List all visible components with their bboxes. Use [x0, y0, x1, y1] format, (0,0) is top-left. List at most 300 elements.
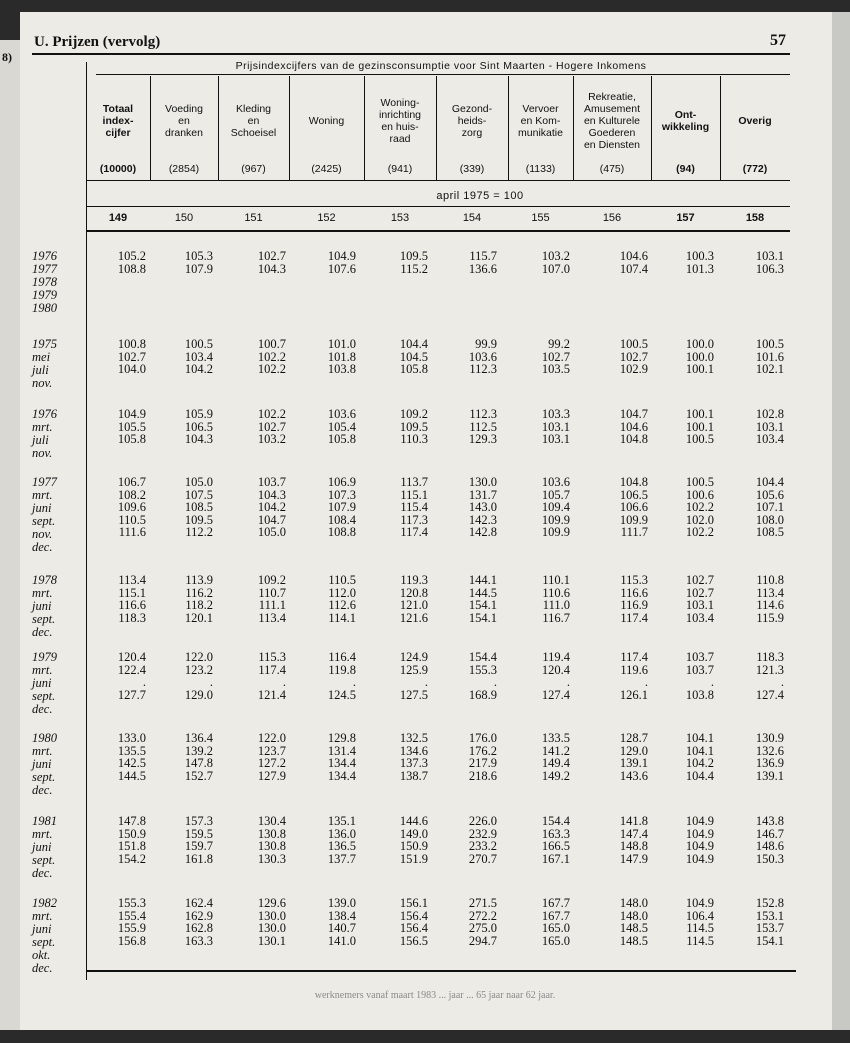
table-cell: 109.6 [117, 500, 146, 515]
table-cell: 105.8 [399, 362, 428, 377]
table-cell: 131.4 [327, 743, 356, 758]
column-heading-line: raad [389, 133, 411, 145]
row-label: dec. [32, 540, 53, 554]
column-rule [720, 76, 721, 180]
table-cell: 102.1 [755, 362, 784, 377]
table-cell: 114.6 [756, 598, 784, 613]
table-cell: 132.6 [755, 743, 784, 758]
table-cell: 103.4 [755, 432, 784, 447]
row-label: dec. [32, 866, 53, 880]
table-cell: 126.1 [619, 687, 648, 702]
table-cell: 132.5 [399, 731, 428, 745]
row-label: dec. [32, 702, 53, 716]
table-cell: 147.8 [184, 756, 213, 771]
column-weight: (941) [387, 163, 413, 175]
table-cell: 127.4 [755, 687, 784, 702]
table-cell: 119.3 [400, 573, 428, 587]
table-cell: 117.3 [400, 512, 428, 527]
table-cell: 110.8 [756, 573, 784, 587]
table-cell: 152.7 [184, 768, 213, 783]
column-heading-line: Voeding [165, 103, 203, 115]
table-cell: 127.2 [257, 756, 286, 771]
table-cell: 100.7 [257, 337, 286, 351]
table-cell: 101.8 [327, 349, 356, 364]
table-cell: 217.9 [468, 756, 497, 771]
table-cell: 147.9 [619, 851, 648, 866]
column-number: 150 [174, 212, 194, 224]
table-cell: 153.1 [755, 908, 784, 923]
table-cell: 134.4 [327, 768, 356, 783]
table-cell: 129.0 [184, 687, 213, 702]
column-heading-line: Overig [738, 115, 772, 127]
table-cell: 116.6 [620, 585, 648, 600]
table-cell: . [282, 675, 286, 690]
table-cell: 141.0 [327, 933, 356, 948]
table-cell: 162.8 [184, 921, 213, 936]
column-weight: (2854) [168, 163, 200, 175]
table-cell: 107.3 [327, 487, 356, 502]
table-cell: 109.5 [184, 512, 213, 527]
table-cell: 109.5 [399, 419, 428, 434]
table-cell: 103.1 [685, 598, 714, 613]
table-cell: 153.7 [755, 921, 784, 936]
column-heading-line: Vervoer [522, 103, 559, 115]
column-heading [366, 86, 434, 156]
table-cell: 104.1 [685, 731, 714, 745]
table-cell: 154.1 [468, 598, 497, 613]
table-cell: 144.5 [468, 585, 497, 600]
table-cell: 112.6 [328, 598, 356, 613]
table-cell: 100.5 [184, 337, 213, 351]
table-cell: 100.6 [685, 487, 714, 502]
table-cell: 103.5 [541, 362, 570, 377]
table-cell: 115.3 [258, 650, 286, 664]
table-cell: 107.6 [327, 261, 356, 276]
table-cell: 109.2 [399, 407, 428, 421]
table-cell: 109.4 [541, 500, 570, 515]
table-cell: 150.9 [399, 839, 428, 854]
table-cell: 123.7 [257, 743, 286, 758]
table-cell: 102.2 [257, 362, 286, 377]
column-heading-line: munikatie [518, 127, 563, 139]
table-cell: 109.9 [541, 512, 570, 527]
table-cell: 133.5 [541, 731, 570, 745]
table-cell: 99.9 [475, 337, 497, 351]
table-cell: 107.9 [184, 261, 213, 276]
table-cell: 103.6 [327, 407, 356, 421]
table-cell: 142.3 [468, 512, 497, 527]
column-heading [722, 86, 788, 156]
table-bottom-rule [86, 970, 796, 972]
table-cell: 106.9 [327, 475, 356, 489]
table-cell: 103.7 [685, 662, 714, 677]
table-cell: 107.0 [541, 261, 570, 276]
table-cell: 99.2 [548, 337, 570, 351]
table-cell: 120.8 [399, 585, 428, 600]
row-label: sept. [32, 689, 56, 703]
row-label: mrt. [32, 488, 53, 502]
column-heading-line: zorg [461, 127, 483, 139]
table-cell: 149.2 [541, 768, 570, 783]
row-label: juli [32, 433, 49, 447]
table-cell: 122.4 [117, 662, 146, 677]
table-cell: 113.4 [756, 585, 784, 600]
table-cell: 108.5 [184, 500, 213, 515]
table-cell: 125.9 [399, 662, 428, 677]
table-cell: 102.7 [685, 573, 714, 587]
weights-rule [86, 180, 790, 181]
table-cell: 272.2 [468, 908, 497, 923]
table-cell: 102.7 [685, 585, 714, 600]
table-cell: 102.2 [257, 407, 286, 421]
table-cell: 163.3 [184, 933, 213, 948]
table-cell: 113.7 [400, 475, 428, 489]
table-cell: 100.5 [685, 432, 714, 447]
column-heading-line: wikkeling [661, 121, 710, 133]
table-cell: 104.4 [399, 337, 428, 351]
table-cell: 115.1 [400, 487, 428, 502]
table-cell: 136.0 [327, 826, 356, 841]
table-cell: 156.4 [399, 921, 428, 936]
table-cell: 137.3 [399, 756, 428, 771]
table-cell: 100.0 [685, 337, 714, 351]
table-cell: 294.7 [468, 933, 497, 948]
table-cell: 120.1 [184, 610, 213, 625]
table-cell: 104.8 [619, 475, 648, 489]
column-heading [510, 86, 571, 156]
table-cell: 124.5 [327, 687, 356, 702]
row-label: dec. [32, 625, 53, 639]
table-cell: 104.9 [685, 814, 714, 828]
table-cell: 103.7 [257, 475, 286, 489]
table-cell: 147.4 [619, 826, 648, 841]
table-cell: 147.8 [117, 814, 146, 828]
table-cell: 102.2 [685, 525, 714, 540]
table-cell: 105.5 [117, 419, 146, 434]
table-cell: 152.8 [755, 896, 784, 910]
table-cell: 165.0 [541, 933, 570, 948]
row-label: mrt. [32, 586, 53, 600]
table-cell: 102.7 [541, 349, 570, 364]
table-cell: . [209, 675, 213, 690]
table-cell: 101.3 [685, 261, 714, 276]
column-weight: (2425) [311, 163, 342, 175]
table-cell: 107.9 [327, 500, 356, 515]
row-label: 1976 [32, 249, 57, 263]
table-cell: 104.9 [685, 839, 714, 854]
table-cell: 162.4 [184, 896, 213, 910]
column-heading-line: index- [102, 115, 134, 127]
table-cell: 115.7 [469, 249, 497, 263]
table-cell: 103.1 [541, 419, 570, 434]
table-cell: 139.0 [327, 896, 356, 910]
table-cell: 104.8 [619, 432, 648, 447]
column-heading-line: en Kulturele [583, 115, 641, 127]
table-cell: 112.2 [185, 525, 213, 540]
column-rule [218, 76, 219, 180]
caption-rule [96, 74, 790, 75]
table-cell: 100.0 [685, 349, 714, 364]
table-cell: 102.2 [257, 349, 286, 364]
table-cell: 101.0 [327, 337, 356, 351]
column-number: 149 [108, 212, 128, 224]
column-number: 158 [745, 212, 765, 224]
table-cell: 114.1 [328, 610, 356, 625]
table-cell: . [566, 675, 570, 690]
table-cell: 233.2 [468, 839, 497, 854]
column-heading-line: heids- [457, 115, 487, 127]
table-cell: 131.7 [468, 487, 497, 502]
table-cell: 120.4 [117, 650, 146, 664]
table-cell: 100.3 [685, 249, 714, 263]
column-weight: (967) [241, 163, 266, 175]
table-cell: 104.3 [257, 487, 286, 502]
table-cell: 104.2 [685, 756, 714, 771]
column-number: 153 [390, 212, 410, 224]
column-number: 151 [244, 212, 263, 224]
table-cell: 149.0 [399, 826, 428, 841]
column-number-rule-top [86, 206, 790, 207]
column-weight: (10000) [99, 163, 137, 175]
table-caption: Prijsindexcijfers van de gezinsconsumptie voor Sint Maarten - Hogere Inkomens [235, 60, 647, 72]
table-cell: 117.4 [400, 525, 428, 540]
table-cell: 151.9 [399, 851, 428, 866]
table-cell: 105.9 [184, 407, 213, 421]
table-cell: 100.1 [685, 407, 714, 421]
row-label: 1980 [32, 301, 57, 315]
table-cell: 102.7 [619, 349, 648, 364]
column-rule [436, 76, 437, 180]
table-cell: 113.9 [185, 573, 213, 587]
table-cell: 115.3 [620, 573, 648, 587]
table-cell: 112.3 [469, 362, 497, 377]
table-cell: 127.5 [399, 687, 428, 702]
table-cell: 106.6 [619, 500, 648, 515]
table-cell: 106.5 [184, 419, 213, 434]
table-cell: 122.0 [184, 650, 213, 664]
table-cell: 150.9 [117, 826, 146, 841]
table-cell: 108.0 [755, 512, 784, 527]
table-cell: 110.6 [542, 585, 570, 600]
table-cell: 112.3 [469, 407, 497, 421]
table-cell: 108.8 [117, 261, 146, 276]
table-cell: 156.8 [117, 933, 146, 948]
table-cell: 103.7 [685, 650, 714, 664]
table-cell: 100.5 [685, 475, 714, 489]
table-cell: 142.5 [117, 756, 146, 771]
table-cell: 139.1 [619, 756, 648, 771]
row-label: juli [32, 363, 49, 377]
table-cell: 104.9 [685, 826, 714, 841]
table-cell: 271.5 [468, 896, 497, 910]
column-weight: (1133) [525, 163, 556, 175]
table-cell: 115.4 [400, 500, 428, 515]
table-cell: 148.0 [619, 908, 648, 923]
table-cell: 176.2 [468, 743, 497, 758]
table-cell: 155.4 [117, 908, 146, 923]
row-label: 1980 [32, 731, 57, 745]
table-cell: 103.1 [755, 249, 784, 263]
table-cell: . [780, 675, 784, 690]
table-cell: 104.6 [619, 419, 648, 434]
table-cell: 117.4 [258, 662, 286, 677]
table-cell: 117.4 [620, 610, 648, 625]
row-label: mrt. [32, 909, 53, 923]
row-label: 1976 [32, 407, 57, 421]
table-cell: 108.8 [327, 525, 356, 540]
table-cell: 156.4 [399, 908, 428, 923]
table-cell: 118.3 [756, 650, 784, 664]
column-heading-line: Goederen [588, 127, 636, 139]
table-cell: 111.0 [542, 598, 570, 613]
table-cell: 121.6 [399, 610, 428, 625]
table-cell: 116.6 [118, 598, 146, 613]
table-cell: 105.0 [257, 525, 286, 540]
table-cell: 106.7 [117, 475, 146, 489]
column-heading-line: inrichting [378, 109, 422, 121]
table-cell: 130.9 [755, 731, 784, 745]
column-number: 152 [317, 212, 336, 224]
table-cell: 113.4 [258, 610, 286, 625]
column-heading-line: en Kom- [520, 115, 561, 127]
table-cell: 100.5 [755, 337, 784, 351]
row-label: mrt. [32, 663, 53, 677]
table-cell: 138.7 [399, 768, 428, 783]
table-cell: 103.4 [184, 349, 213, 364]
table-cell: 130.0 [257, 921, 286, 936]
table-cell: 105.2 [117, 249, 146, 263]
table-cell: 116.2 [185, 585, 213, 600]
table-cell: 121.4 [257, 687, 286, 702]
column-heading [152, 86, 216, 156]
row-label: 1978 [32, 275, 57, 289]
table-cell: 167.7 [541, 908, 570, 923]
table-cell: 119.6 [620, 662, 648, 677]
table-cell: 130.1 [257, 933, 286, 948]
column-rule [573, 76, 574, 180]
table-cell: 151.8 [117, 839, 146, 854]
table-cell: 176.0 [468, 731, 497, 745]
column-weight: (772) [742, 163, 768, 175]
table-cell: 102.7 [117, 349, 146, 364]
table-cell: . [644, 675, 648, 690]
column-heading-line: Rekreatie, [588, 91, 636, 103]
table-cell: 104.4 [685, 768, 714, 783]
row-label: sept. [32, 853, 56, 867]
row-label: 1977 [32, 262, 57, 276]
table-cell: 103.3 [541, 407, 570, 421]
row-label: juni [32, 922, 52, 936]
table-cell: 275.0 [468, 921, 497, 936]
column-heading-line: en [178, 115, 190, 127]
column-heading-line: dranken [165, 127, 203, 139]
table-cell: 102.8 [755, 407, 784, 421]
table-cell: 116.7 [542, 610, 570, 625]
table-cell: 100.5 [619, 337, 648, 351]
column-weight: (339) [459, 163, 485, 175]
table-cell: 100.1 [685, 419, 714, 434]
table-cell: 100.8 [117, 337, 146, 351]
row-label: sept. [32, 514, 56, 528]
table-cell: 109.2 [257, 573, 286, 587]
table-cell: 106.5 [619, 487, 648, 502]
table-cell: 146.7 [755, 826, 784, 841]
table-cell: 102.9 [619, 362, 648, 377]
row-label: 1979 [32, 288, 57, 302]
table-cell: 102.0 [685, 512, 714, 527]
table-cell: 110.5 [328, 573, 356, 587]
table-cell: 105.8 [117, 432, 146, 447]
table-cell: 149.4 [541, 756, 570, 771]
table-cell: 109.5 [399, 249, 428, 263]
table-cell: 130.3 [257, 851, 286, 866]
table-cell: 163.3 [541, 826, 570, 841]
row-label: dec. [32, 961, 53, 975]
table-cell: 110.5 [118, 512, 146, 527]
column-heading-line: Kleding [235, 103, 272, 115]
table-cell: 103.6 [468, 349, 497, 364]
column-heading [220, 86, 287, 156]
table-cell: 107.4 [619, 261, 648, 276]
table-cell: 104.2 [257, 500, 286, 515]
table-cell: 104.1 [685, 743, 714, 758]
table-cell: 144.6 [399, 814, 428, 828]
table-cell: 105.8 [327, 432, 356, 447]
table-cell: 166.5 [541, 839, 570, 854]
table-cell: 103.8 [327, 362, 356, 377]
table-cell: 111.6 [118, 525, 146, 540]
table-cell: 150.3 [755, 851, 784, 866]
table-cell: 103.4 [685, 610, 714, 625]
section-title: U. Prijzen (vervolg) [34, 34, 161, 50]
table-cell: 108.5 [755, 525, 784, 540]
column-heading-line: Amusement [583, 103, 641, 115]
table-cell: 161.8 [184, 851, 213, 866]
table-cell: 104.4 [755, 475, 784, 489]
table-cell: 136.6 [468, 261, 497, 276]
row-label: juni [32, 676, 52, 690]
table-cell: 148.8 [619, 839, 648, 854]
table-cell: 119.8 [328, 662, 356, 677]
table-cell: 144.5 [117, 768, 146, 783]
table-cell: 128.7 [619, 731, 648, 745]
table-cell: 226.0 [468, 814, 497, 828]
table-cell: 103.2 [541, 249, 570, 263]
table-cell: 112.0 [328, 585, 356, 600]
table-cell: 110.1 [542, 573, 570, 587]
row-label: 1978 [32, 573, 57, 587]
table-cell: 102.7 [257, 419, 286, 434]
table-cell: 127.4 [541, 687, 570, 702]
table-cell: 103.1 [755, 419, 784, 434]
column-heading-line: cijfer [105, 127, 131, 139]
table-cell: 167.1 [541, 851, 570, 866]
column-heading-line: Schoeisel [230, 127, 277, 139]
table-cell: 103.2 [257, 432, 286, 447]
row-label: 1977 [32, 475, 57, 489]
column-heading-line: Woning [308, 115, 345, 127]
table-cell: 129.0 [619, 743, 648, 758]
table-cell: 129.8 [327, 731, 356, 745]
column-heading-line: Totaal [102, 103, 134, 115]
column-heading-line: en [247, 115, 260, 127]
row-label: mrt. [32, 420, 53, 434]
column-weight: (475) [599, 163, 625, 175]
table-cell: 162.9 [184, 908, 213, 923]
table-cell: 104.9 [685, 851, 714, 866]
column-rule [508, 76, 509, 180]
table-cell: 155.9 [117, 921, 146, 936]
